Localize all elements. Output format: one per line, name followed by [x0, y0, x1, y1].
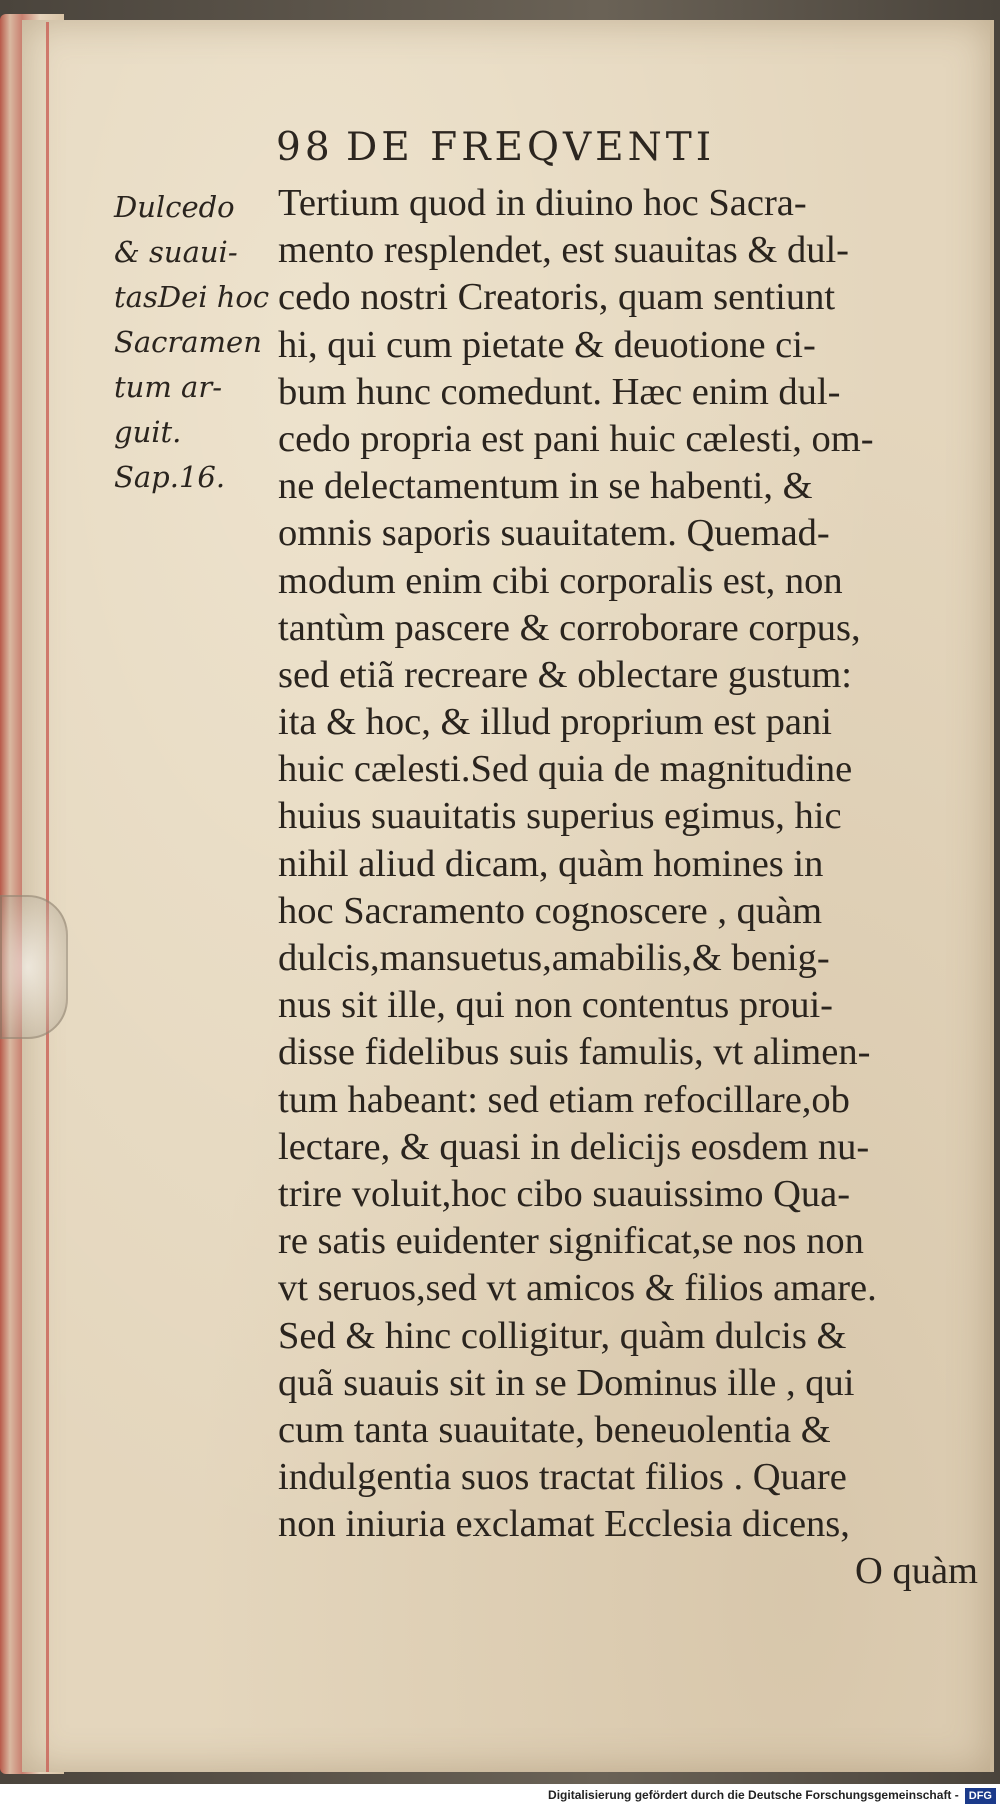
text-line: mento resplendet, est suauitas & dul- [278, 229, 849, 272]
text-line: vt seruos,sed vt amicos & filios amare. [278, 1267, 877, 1310]
text-line: disse fidelibus suis famulis, vt alimen- [278, 1031, 871, 1074]
text-line: bum hunc comedunt. Hæc enim dul- [278, 370, 841, 413]
text-line: dulcis,mansuetus,amabilis,& benig- [278, 937, 830, 979]
text-line: Sed & hinc colligitur, quàm dulcis & [278, 1314, 847, 1357]
text-line: nus sit ille, qui non contentus proui- [278, 984, 833, 1027]
margin-note-line: tasDei hoc [114, 280, 270, 314]
catchword: O quàm [855, 1550, 978, 1593]
text-line: modum enim cibi corporalis est, non [278, 559, 843, 602]
text-line: trire voluit,hoc cibo suauissimo Qua- [278, 1172, 851, 1215]
footer-text: Digitalisierung gefördert durch die Deutsche Forschungsgemeinschaft - [548, 1788, 959, 1803]
text-line: lectare, & quasi in delicijs eosdem nu- [278, 1125, 870, 1168]
text-line: tantùm pascere & corroborare corpus, [278, 606, 861, 649]
text-line: Tertium quod in diuino hoc Sacra- [278, 182, 807, 224]
text-line: tum habeant: sed etiam refocillare,ob [278, 1078, 850, 1121]
margin-note [114, 185, 284, 500]
page-number: 98 [276, 125, 334, 170]
text-line: hoc Sacramento cognoscere , quàm [278, 889, 823, 932]
margin-note-line: Sacramen [114, 325, 262, 359]
text-line: nihil aliud dicam, quàm homines in [278, 842, 824, 885]
text-line: omnis saporis suauitatem. Quemad- [278, 512, 830, 555]
footer-credit [0, 1784, 1000, 1807]
text-line: cum tanta suauitate, beneuolentia & [278, 1408, 831, 1451]
running-head-title: DE FREQVENTI [346, 125, 716, 170]
margin-note-line: Dulcedo [114, 190, 235, 224]
text-line: ne delectamentum in se habenti, & [278, 465, 813, 508]
text-line: non iniuria exclamat Ecclesia dicens, [278, 1503, 850, 1546]
page-clip [0, 895, 68, 1039]
body-text [278, 180, 978, 1596]
text-line: cedo propria est pani huic cælesti, om- [278, 417, 874, 460]
page-margin-rule [46, 22, 49, 1772]
text-line: hi, qui cum pietate & deuotione ci- [278, 323, 816, 366]
margin-note-line: guit. [114, 415, 182, 449]
text-line: quã suauis sit in se Dominus ille , qui [278, 1361, 855, 1404]
dfg-logo: DFG [965, 1788, 996, 1804]
text-line: ita & hoc, & illud proprium est pani [278, 701, 832, 744]
text-line: cedo nostri Creatoris, quam sentiunt [278, 276, 836, 319]
text-line: re satis euidenter significat,se nos non [278, 1220, 864, 1263]
margin-note-line: tum ar- [114, 370, 222, 404]
margin-note-line: Sap.16. [114, 460, 226, 494]
text-line: indulgentia suos tractat filios . Quare [278, 1456, 847, 1499]
text-line: huic cælesti.Sed quia de magnitudine [278, 748, 853, 791]
margin-note-line: & suaui- [114, 235, 238, 269]
running-head [276, 125, 876, 181]
text-line: sed etiã recreare & oblectare gustum: [278, 653, 853, 696]
text-line: huius suauitatis superius egimus, hic [278, 795, 842, 838]
